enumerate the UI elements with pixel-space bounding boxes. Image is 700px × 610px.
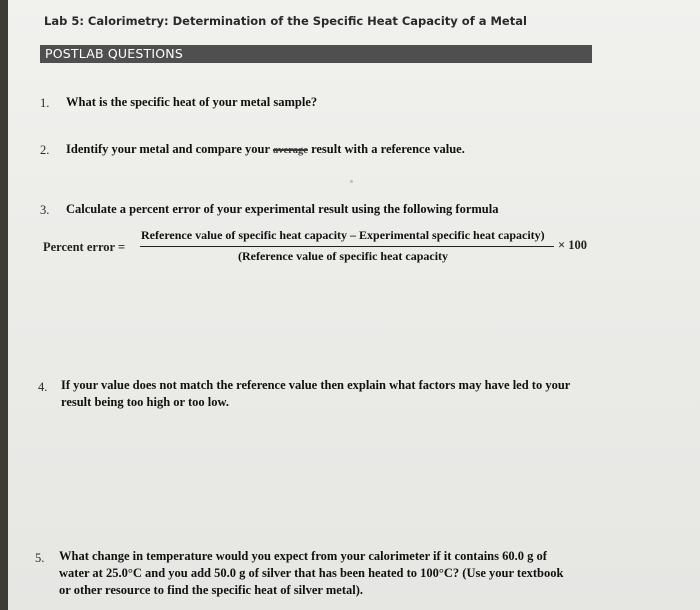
section-banner-label: POSTLAB QUESTIONS bbox=[45, 46, 183, 61]
formula-label: Percent error = bbox=[43, 240, 126, 254]
question-1-number: 1. bbox=[40, 96, 50, 110]
question-5-line-1: What change in temperature would you expect from your calorimeter if it contains 60.0 g of bbox=[59, 549, 547, 563]
question-3-text: Calculate a percent error of your experimental result using the following formula bbox=[66, 202, 499, 216]
question-4-line-1: If your value does not match the reference value then explain what factors may have led to your bbox=[61, 378, 571, 392]
question-4-line-2: result being too high or too low. bbox=[61, 395, 229, 409]
formula-numerator: Reference value of specific heat capacity – Experimental specific heat capacity) bbox=[141, 228, 545, 242]
formula-denominator: (Reference value of specific heat capacity bbox=[238, 249, 449, 263]
worksheet-page bbox=[8, 0, 700, 610]
question-2-number: 2. bbox=[40, 143, 50, 157]
question-2-text-start: Identify your metal and compare your bbox=[66, 142, 273, 156]
question-2-text-end: result with a reference value. bbox=[307, 142, 465, 156]
lab-title: Lab 5: Calorimetry: Determination of the Specific Heat Capacity of a Metal bbox=[44, 14, 527, 28]
question-5-line-3: or other resource to find the specific heat of silver metal). bbox=[59, 583, 363, 597]
question-4-number: 4. bbox=[38, 380, 48, 394]
fraction-bar bbox=[140, 246, 554, 247]
question-2-text bbox=[66, 141, 465, 159]
question-1-text: What is the specific heat of your metal sample? bbox=[66, 95, 318, 109]
question-5-number: 5. bbox=[35, 551, 45, 565]
formula-multiplier: × 100 bbox=[558, 238, 587, 252]
speck bbox=[350, 180, 353, 183]
question-5-line-2: water at 25.0°C and you add 50.0 g of silver that has been heated to 100°C? (Use your textbook bbox=[59, 566, 564, 580]
struck-word: average bbox=[272, 145, 308, 156]
question-3-number: 3. bbox=[40, 203, 50, 217]
